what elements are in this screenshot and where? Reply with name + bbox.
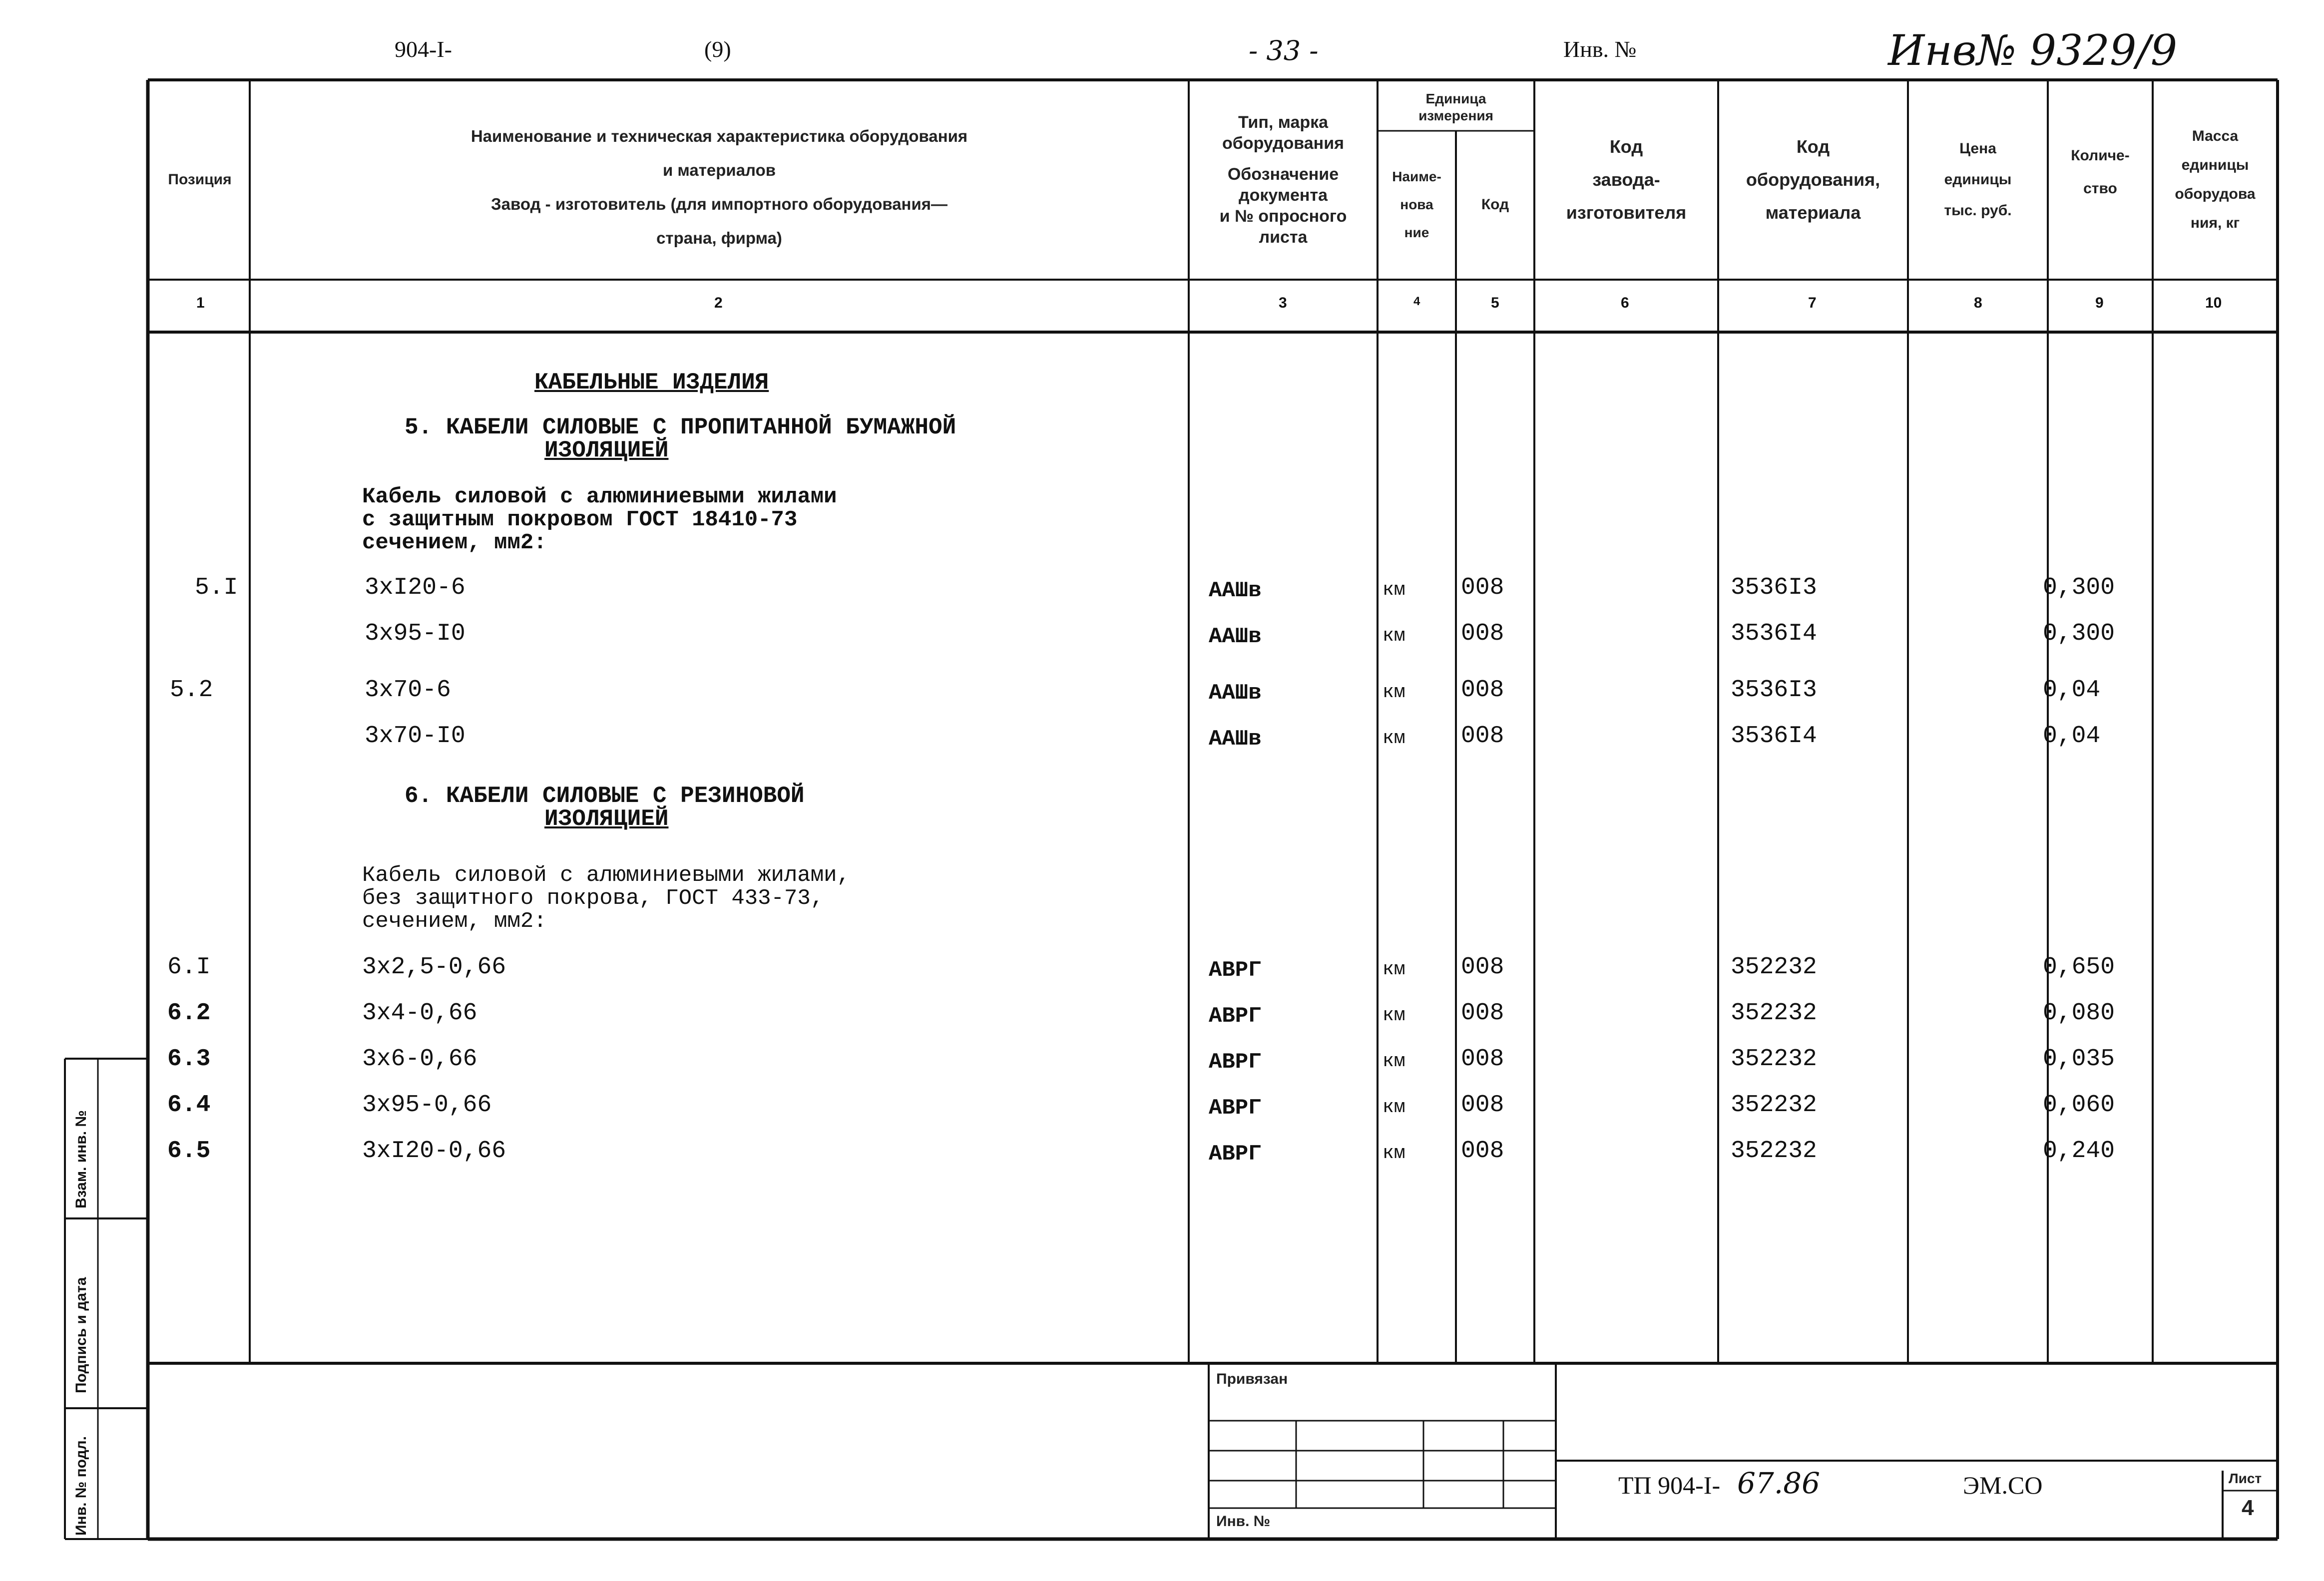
- header-type: Тип, марка оборудования Обозначение документа и № опросного листа: [1219, 113, 1347, 247]
- row-3-name: 3x70-6: [365, 677, 451, 704]
- doc-code-handwritten: 67.86: [1737, 1466, 1821, 1500]
- row-1-unit: км: [1383, 579, 1405, 601]
- row-5-material-code: 352232: [1731, 954, 1817, 981]
- row-3-material-code: 3536I3: [1731, 677, 1817, 704]
- section-title: КАБЕЛЬНЫЕ ИЗДЕЛИЯ: [534, 370, 769, 395]
- row-1-quantity: 0,300: [2043, 574, 2115, 601]
- row-5-unit: км: [1383, 959, 1405, 980]
- row-3-quantity: 0,04: [2043, 677, 2101, 704]
- row-2-material-code: 3536I4: [1731, 620, 1817, 647]
- series-number: 904-I-: [395, 36, 452, 62]
- row-6-name: 3x4-0,66: [362, 1000, 477, 1027]
- row-4-quantity: 0,04: [2043, 723, 2101, 750]
- row-9-quantity: 0,240: [2043, 1138, 2115, 1165]
- colnum-9: 9: [2095, 295, 2104, 311]
- doc-code: ТП 904-I-: [1618, 1471, 1721, 1499]
- row-7-unit: км: [1383, 1051, 1405, 1072]
- section-6-title: 6. КАБЕЛИ СИЛОВЫЕ С РЕЗИНОВОЙ: [405, 783, 805, 809]
- footer-inv-label: Инв. №: [1216, 1513, 1271, 1530]
- header-unit-group: Единица измерения: [1418, 90, 1493, 123]
- row-8-code: 008: [1461, 1092, 1504, 1119]
- colnum-1: 1: [196, 295, 205, 311]
- row-8-name: 3x95-0,66: [362, 1092, 492, 1119]
- header-unit-name: Наиме- нова ние: [1392, 169, 1441, 240]
- row-5-code: 008: [1461, 954, 1504, 981]
- row-4-unit: км: [1383, 728, 1405, 749]
- row-2-code: 008: [1461, 620, 1504, 647]
- vzam-inv-label: Взам. инв. №: [73, 1110, 89, 1208]
- row-3-unit: км: [1383, 682, 1405, 703]
- colnum-10: 10: [2205, 295, 2222, 311]
- row-8-material-code: 352232: [1731, 1092, 1817, 1119]
- row-2-type: ААШв: [1209, 624, 1262, 649]
- row-6-type: АВРГ: [1209, 1004, 1262, 1029]
- row-7-code: 008: [1461, 1046, 1504, 1073]
- row-2-quantity: 0,300: [2043, 620, 2115, 647]
- inv-original-label: Инв. № подл.: [73, 1436, 89, 1536]
- row-1-code: 008: [1461, 574, 1504, 601]
- header-quantity: Количе- ство: [2071, 147, 2130, 197]
- colnum-8: 8: [1974, 295, 1982, 311]
- header-material-code: Код оборудования, материала: [1746, 136, 1880, 223]
- row-6-position: 6.2: [167, 1000, 211, 1027]
- row-9-name: 3xI20-0,66: [362, 1138, 506, 1165]
- row-9-unit: км: [1383, 1143, 1405, 1164]
- row-8-type: АВРГ: [1209, 1096, 1262, 1121]
- row-4-material-code: 3536I4: [1731, 723, 1817, 750]
- signature-date-label: Подпись и дата: [73, 1277, 89, 1393]
- row-9-position: 6.5: [167, 1138, 211, 1165]
- row-6-unit: км: [1383, 1005, 1405, 1026]
- row-4-code: 008: [1461, 723, 1504, 750]
- section-6-title-cont: ИЗОЛЯЦИЕЙ: [544, 806, 669, 832]
- header-name: Наименование и техническая характеристика оборудования и материалов Завод - изготовитель (для импортного оборудования— страна, фирма): [470, 127, 968, 247]
- handwritten-inv-number: Инв№ 9329/9: [1888, 26, 2178, 75]
- header-mass: Масса единицы оборудова ния, кг: [2175, 128, 2256, 231]
- row-8-position: 6.4: [167, 1092, 211, 1119]
- privyazan-label: Привязан: [1216, 1371, 1288, 1387]
- row-7-quantity: 0,035: [2043, 1046, 2115, 1073]
- sheet-number: 4: [2242, 1496, 2254, 1520]
- row-9-material-code: 352232: [1731, 1138, 1817, 1165]
- header-position: Позиция: [168, 171, 232, 188]
- row-3-code: 008: [1461, 677, 1504, 704]
- row-7-position: 6.3: [167, 1046, 211, 1073]
- page-number: - 33 -: [1249, 35, 1319, 66]
- section-5-title-cont: ИЗОЛЯЦИЕЙ: [544, 437, 669, 463]
- row-7-type: АВРГ: [1209, 1050, 1262, 1075]
- row-5-type: АВРГ: [1209, 958, 1262, 983]
- row-8-quantity: 0,060: [2043, 1092, 2115, 1119]
- row-5-position: 6.I: [167, 954, 211, 981]
- row-5-quantity: 0,650: [2043, 954, 2115, 981]
- row-7-name: 3x6-0,66: [362, 1046, 477, 1073]
- row-8-unit: км: [1383, 1097, 1405, 1118]
- section-6-description: Кабель силовой с алюминиевыми жилами, без защитного покрова, ГОСТ 433-73, сечением, мм2:: [362, 863, 850, 934]
- row-1-type: ААШв: [1209, 578, 1262, 603]
- colnum-7: 7: [1808, 295, 1817, 311]
- album-number: (9): [704, 36, 731, 62]
- row-9-code: 008: [1461, 1138, 1504, 1165]
- doc-mark: ЭМ.СО: [1963, 1471, 2043, 1499]
- colnum-4: 4: [1413, 295, 1420, 308]
- sheet-label: Лист: [2229, 1471, 2262, 1486]
- row-3-position: 5.2: [170, 677, 213, 704]
- row-6-quantity: 0,080: [2043, 1000, 2115, 1027]
- row-1-material-code: 3536I3: [1731, 574, 1817, 601]
- header-mfr-code: Код завода- изготовителя: [1566, 136, 1687, 223]
- row-6-code: 008: [1461, 1000, 1504, 1027]
- row-1-position: 5.I: [195, 574, 238, 601]
- section-5-description: Кабель силовой с алюминиевыми жилами с защитным покровом ГОСТ 18410-73 сечением, мм2:: [362, 484, 837, 555]
- row-7-material-code: 352232: [1731, 1046, 1817, 1073]
- colnum-5: 5: [1491, 295, 1499, 311]
- colnum-3: 3: [1279, 295, 1287, 311]
- section-5-title: 5. КАБЕЛИ СИЛОВЫЕ С ПРОПИТАННОЙ БУМАЖНОЙ: [405, 414, 956, 440]
- row-6-material-code: 352232: [1731, 1000, 1817, 1027]
- row-9-type: АВРГ: [1209, 1142, 1262, 1167]
- row-3-type: ААШв: [1209, 681, 1262, 706]
- row-2-unit: км: [1383, 625, 1405, 647]
- colnum-6: 6: [1621, 295, 1629, 311]
- row-4-type: ААШв: [1209, 727, 1262, 752]
- row-1-name: 3xI20-6: [365, 574, 465, 601]
- colnum-2: 2: [714, 295, 723, 311]
- header-unit-code: Код: [1481, 196, 1509, 213]
- inv-label: Инв. №: [1563, 36, 1637, 62]
- row-2-name: 3x95-I0: [365, 620, 465, 647]
- row-4-name: 3x70-I0: [365, 723, 465, 750]
- header-price: Цена единицы тыс. руб.: [1944, 140, 2012, 219]
- row-5-name: 3x2,5-0,66: [362, 954, 506, 981]
